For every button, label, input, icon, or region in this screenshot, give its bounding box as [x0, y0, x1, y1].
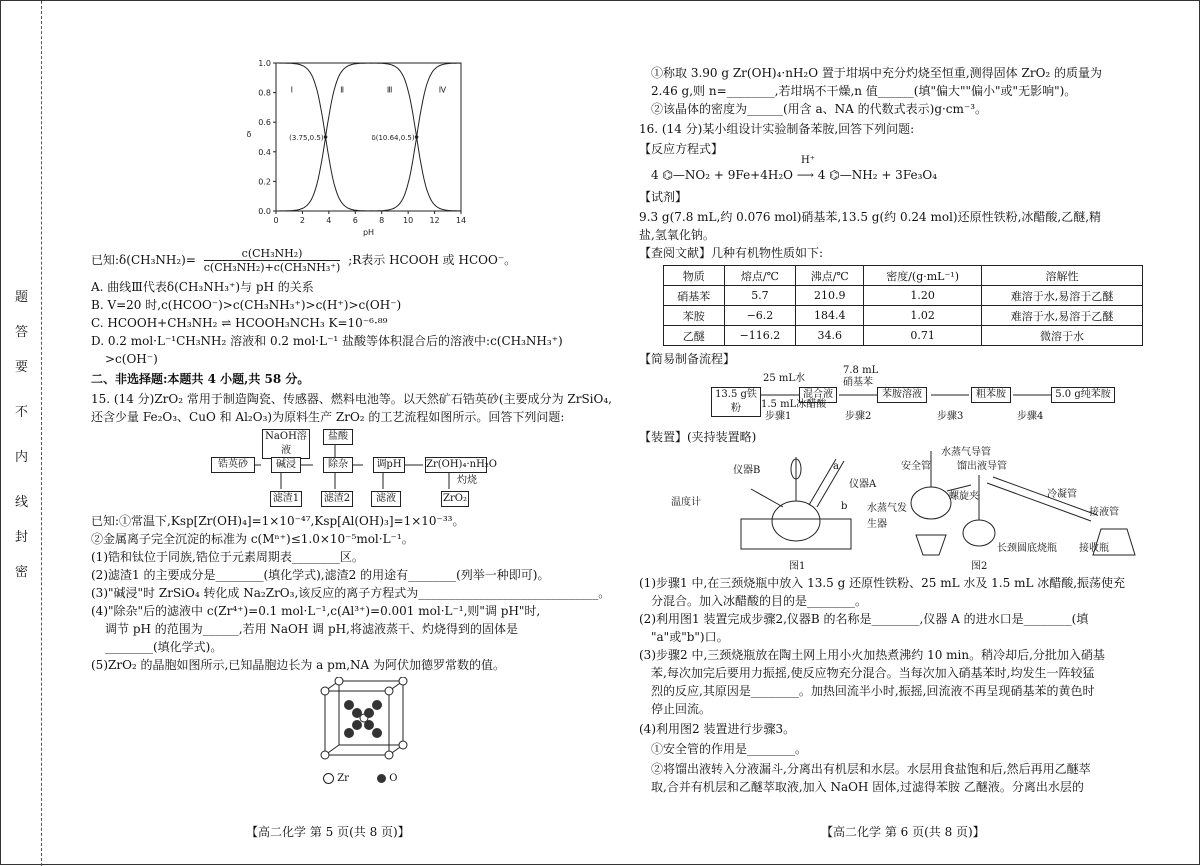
left-page	[1, 1, 611, 866]
flow-zro2: ZrO₂	[441, 491, 469, 507]
flow-hcl: 盐酸	[323, 429, 353, 445]
answer-1-cont: 分混合。加入冰醋酸的目的是________。	[651, 594, 868, 608]
procedure-heading: 【简易制备流程】	[639, 352, 736, 366]
x-tick-label: 12	[429, 216, 440, 225]
step-pure: 5.0 g纯苯胺	[1051, 387, 1115, 403]
fig2-flask: 长颈圆底烧瓶	[997, 543, 1057, 554]
y-tick-label: 0.2	[258, 177, 271, 187]
answer-1: (1)步骤1 中,在三颈烧瓶中放入 13.5 g 还原性铁粉、25 mL 水及 1.5 mL 冰醋酸,振荡使充	[639, 576, 1126, 590]
equation-heading: 【反应方程式】	[639, 142, 724, 156]
table-header: 密度/(g·mL⁻¹)	[864, 266, 982, 286]
fig2-distillate-tube: 馏出液导管	[957, 461, 1007, 472]
sub-question-2: (2)滤渣1 的主要成分是________(填化学式),滤渣2 的用途有________(列举一种即可)。	[91, 568, 550, 582]
flow-filtrate: 滤液	[371, 491, 401, 507]
table-cell: 硝基苯	[664, 286, 725, 306]
y-tick-label: 0.4	[258, 147, 271, 157]
crystal-cell-figure	[319, 677, 409, 767]
answer-4-2: ②将馏出液转入分液漏斗,分离出有机层和水层。水层用食盐饱和后,然后再用乙醚萃	[651, 762, 1091, 776]
known-formula	[91, 247, 516, 274]
fig2-steam-tube: 水蒸气导管	[941, 447, 991, 458]
fraction-denominator: c(CH₃NH₂)+c(CH₃NH₃⁺)	[203, 261, 341, 274]
apparatus-heading: 【装置】(夹持装置略)	[639, 430, 757, 444]
fig1-label-b: 仪器B	[733, 465, 761, 476]
sub-question-4-cont: 调节 pH 的范围为______,若用 NaOH 调 pH,将滤液蒸干、灼烧得到的固体是	[105, 622, 518, 636]
fig2-caption: 图2	[971, 561, 988, 572]
sub-question-4: (4)"除杂"后的滤液中 c(Zr⁴⁺)=0.1 mol·L⁻¹,c(Al³⁺)=0.001 mol·L⁻¹,则"调 pH"时,	[91, 604, 541, 618]
flow-step2: 步骤2	[845, 411, 872, 422]
answer-3-b: 苯,每次加完后要用力振摇,使反应物充分混合。当每次加入硝基苯时,均发生一阵较猛	[651, 666, 1095, 680]
table-header: 溶解性	[982, 266, 1143, 286]
y-axis-label: δ	[246, 130, 252, 139]
option-a: A. 曲线Ⅲ代表δ(CH₃NH₃⁺)与 pH 的关系	[91, 280, 314, 294]
literature-heading: 【查阅文献】几种有机物性质如下:	[639, 246, 824, 260]
flow-ph: 调pH	[373, 457, 405, 473]
reagent-heading: 【试剂】	[639, 190, 688, 204]
known-label: 已知:δ(CH₃NH₂)=	[91, 253, 196, 267]
zr-atom-icon	[323, 773, 334, 784]
x-tick-label: 4	[326, 216, 332, 225]
distribution-chart	[241, 53, 471, 238]
x-tick-label: 6	[352, 216, 358, 225]
intersection-point	[324, 135, 328, 139]
series-label: Ⅲ	[386, 85, 393, 95]
flow-residue2: 滤渣2	[321, 491, 353, 507]
table-cell: 184.4	[796, 306, 864, 326]
flow-step4: 步骤4	[1017, 411, 1044, 422]
x-tick-label: 10	[403, 216, 414, 225]
legend-zr	[323, 771, 349, 787]
known-tail: ;R表示 HCOOH 或 HCOO⁻。	[348, 253, 517, 267]
flow-calcine: 灼烧	[457, 475, 477, 486]
fig2-generator: 水蒸气发生器	[867, 503, 907, 530]
answer-3-d: 停止回流。	[651, 702, 712, 716]
answer-3: (3)步骤2 中,三颈烧瓶放在陶土网上用小火加热煮沸约 10 min。稍冷却后,分批加入硝基	[639, 648, 1105, 662]
reagent-line-1: 9.3 g(7.8 mL,约 0.076 mol)硝基苯,13.5 g(约 0.24 mol)还原性铁粉,冰醋酸,乙醚,精	[639, 210, 1102, 224]
flow-volume: 7.8 mL	[843, 365, 879, 376]
gutter-char: 要	[15, 360, 29, 375]
table-cell: 苯胺	[664, 306, 725, 326]
r-line-2: 2.46 g,则 n=________,若坩埚不干燥,n 值______(填"偏大""偏小"或"无影响")。	[651, 84, 1077, 98]
table-cell: 1.02	[864, 306, 982, 326]
table-cell: −116.2	[724, 326, 796, 346]
fig1-caption: 图1	[789, 561, 806, 572]
flow-naoh: NaOH溶液	[262, 429, 310, 459]
step-aniline-sol: 苯胺溶液	[877, 387, 927, 403]
option-b: B. V=20 时,c(HCOO⁻)>c(CH₃NH₃⁺)>c(H⁺)>c(OH⁻)	[91, 298, 402, 312]
step-iron: 13.5 g铁粉	[711, 387, 761, 417]
gutter-char: 线	[15, 495, 29, 510]
page-footer-left: 【高二化学 第 5 页(共 8 页)】	[246, 825, 410, 839]
page-footer-right: 【高二化学 第 6 页(共 8 页)】	[821, 825, 985, 839]
flow-step1: 步骤1	[765, 411, 792, 422]
x-axis-label: pH	[362, 228, 375, 237]
known-standard: ②金属离子完全沉淀的标准为 c(Mⁿ⁺)≤1.0×10⁻⁵mol·L⁻¹。	[91, 532, 414, 546]
intersection-label: (3.75,0.5)	[289, 134, 324, 142]
right-page	[611, 1, 1200, 866]
option-d-cont: >c(OH⁻)	[105, 352, 158, 366]
legend-o-label: O	[389, 773, 398, 784]
gutter-char: 答	[15, 325, 29, 340]
answer-4-1: ①安全管的作用是________。	[651, 742, 808, 756]
table-cell: 1.20	[864, 286, 982, 306]
table-header: 沸点/℃	[796, 266, 864, 286]
fig1-thermometer: 温度计	[671, 497, 701, 508]
reaction-equation: 4 ⌬—NO₂ + 9Fe+4H₂O ⟶ 4 ⌬—NH₂ + 3Fe₃O₄	[651, 168, 938, 182]
answer-3-c: 烈的反应,其原因是________。加热回流半小时,振摇,回流液不再呈现硝基苯的黄色时	[651, 684, 1095, 698]
flow-step3: 步骤3	[937, 411, 964, 422]
flow-residue1: 滤渣1	[270, 491, 302, 507]
fig1-port-a: a	[833, 461, 839, 472]
sub-question-5: (5)ZrO₂ 的晶胞如图所示,已知晶胞边长为 a pm,NA 为阿伏加德罗常数的值。	[91, 658, 505, 672]
flow-leach: 碱浸	[271, 457, 301, 473]
q15-stem: 15. (14 分)ZrO₂ 常用于制造陶瓷、传感器、燃料电池等。以天然矿石锆英砂(主要成分为 ZrSiO₄,	[91, 392, 612, 406]
table-cell: 难溶于水,易溶于乙醚	[982, 306, 1143, 326]
series-label: Ⅰ	[290, 85, 294, 95]
table-cell: 210.9	[796, 286, 864, 306]
table-cell: 难溶于水,易溶于乙醚	[982, 286, 1143, 306]
x-tick-label: 0	[273, 216, 279, 225]
reagent-line-2: 盐,氢氧化钠。	[639, 228, 715, 242]
section-heading: 二、非选择题:本题共 4 小题,共 58 分。	[91, 372, 310, 386]
table-row	[664, 326, 1143, 346]
table-row	[664, 306, 1143, 326]
legend-o	[377, 771, 397, 787]
fig2-condenser: 冷凝管	[1047, 489, 1077, 500]
property-table	[663, 265, 1143, 346]
table-cell: 乙醚	[664, 326, 725, 346]
flow-remove: 除杂	[323, 457, 353, 473]
table-cell: 微溶于水	[982, 326, 1143, 346]
y-tick-label: 0.8	[258, 88, 271, 98]
table-header: 物质	[664, 266, 725, 286]
answer-2-cont: "a"或"b")口。	[651, 630, 729, 644]
table-header: 熔点/℃	[724, 266, 796, 286]
fig1-port-b: b	[841, 501, 848, 512]
x-tick-label: 8	[379, 216, 385, 225]
table-cell: −6.2	[724, 306, 796, 326]
option-d: D. 0.2 mol·L⁻¹CH₃NH₂ 溶液和 0.2 mol·L⁻¹ 盐酸等体积混合后的溶液中:c(CH₃NH₃⁺)	[91, 334, 563, 348]
catalyst-label: H⁺	[801, 155, 815, 166]
table-cell: 34.6	[796, 326, 864, 346]
gutter-char: 内	[15, 450, 29, 465]
q16-stem: 16. (14 分)某小组设计实验制备苯胺,回答下列问题:	[639, 122, 915, 136]
r-line-1: ①称取 3.90 g Zr(OH)₄·nH₂O 置于坩埚中充分灼烧至恒重,测得固体 ZrO₂ 的质量为	[651, 66, 1103, 80]
legend-zr-label: Zr	[337, 773, 349, 784]
sub-question-1: (1)锆和钛位于同族,锆位于元素周期表________区。	[91, 550, 364, 564]
table-cell: 0.71	[864, 326, 982, 346]
series-label: Ⅳ	[438, 85, 447, 95]
y-tick-label: 0.0	[258, 207, 271, 216]
option-c: C. HCOOH+CH₃NH₂ ⇌ HCOOH₃NCH₃ K=10⁻⁶·⁸⁹	[91, 316, 388, 330]
x-tick-label: 2	[299, 216, 305, 225]
series-label: Ⅱ	[340, 85, 345, 95]
q15-stem-cont: 还含少量 Fe₂O₃、CuO 和 Al₂O₃)为原料生产 ZrO₂ 的工艺流程如图所示。回答下列问题:	[91, 410, 565, 424]
intersection-point	[415, 135, 419, 139]
flow-ore: 锆英砂	[211, 457, 255, 473]
answer-2: (2)利用图1 装置完成步骤2,仪器B 的名称是________,仪器 A 的进水口是________(填	[639, 612, 1089, 626]
table-cell: 5.7	[724, 286, 796, 306]
x-tick-label: 14	[455, 216, 467, 225]
answer-4: (4)利用图2 装置进行步骤3。	[639, 722, 796, 736]
y-tick-label: 0.6	[258, 118, 271, 128]
step-mix: 混合液	[799, 387, 837, 403]
flow-nitro: 硝基苯	[843, 377, 873, 388]
gutter-char: 不	[15, 405, 29, 420]
fig2-safety-tube: 安全管	[901, 461, 931, 472]
known-ksp: 已知:①常温下,Ksp[Zr(OH)₄]=1×10⁻⁴⁷,Ksp[Al(OH)₃]=1×10⁻³³。	[91, 514, 465, 528]
fig2-clip: 螺旋夹	[949, 491, 979, 502]
flow-acid: 1.5 mL冰醋酸	[761, 399, 827, 410]
y-tick-label: 1.0	[258, 59, 271, 68]
fig2-adapter: 接液管	[1089, 507, 1119, 518]
r-line-3: ②该晶体的密度为______(用含 a、NA 的代数式表示)g·cm⁻³。	[651, 102, 988, 116]
gutter-char: 封	[15, 530, 29, 545]
fig1-label-a: 仪器A	[849, 479, 877, 490]
intersection-label: δ(10.64,0.5)	[371, 134, 415, 142]
flow-hydrate: Zr(OH)₄·nH₂O	[425, 457, 487, 473]
gutter-char: 密	[15, 565, 29, 580]
o-atom-icon	[377, 774, 386, 783]
answer-4-2-cont: 取,合并有机层和乙醚萃取液,加入 NaOH 固体,过滤得苯胺 乙醚液。分离出水层的	[651, 780, 1084, 794]
table-row	[664, 286, 1143, 306]
fraction-numerator: c(CH₃NH₂)	[204, 247, 341, 261]
table-header-row	[664, 266, 1143, 286]
flow-water: 25 mL水	[763, 373, 806, 384]
sub-question-4-end: ________(填化学式)。	[105, 640, 223, 654]
gutter-char: 题	[15, 290, 29, 305]
step-crude: 粗苯胺	[971, 387, 1011, 403]
fig2-receiver: 接收瓶	[1079, 543, 1109, 554]
sub-question-3: (3)"碱浸"时 ZrSiO₄ 转化成 Na₂ZrO₃,该反应的离子方程式为______________________________。	[91, 586, 611, 600]
